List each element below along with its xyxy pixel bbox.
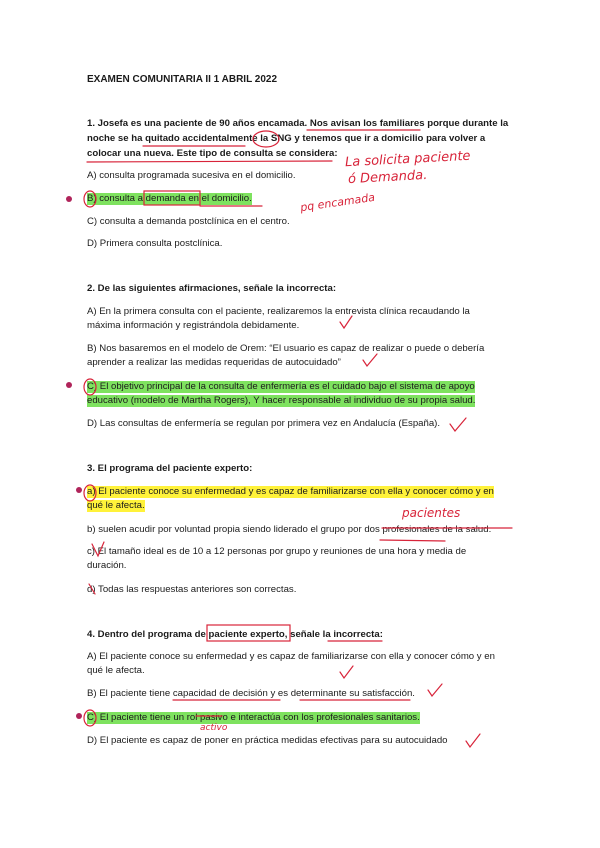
- q2-option-a-line-2: máxima información y registrándola debidamente.: [87, 320, 300, 331]
- answer-dot-icon: [76, 713, 82, 719]
- q3-option-b: b) suelen acudir por voluntad propia siendo liderado el grupo por dos profesionales de la salud.: [87, 524, 492, 535]
- underline-mark: [87, 161, 332, 162]
- q2-option-b-line-2: aprender a realizar las medidas requeridas de autocuidado”: [87, 357, 341, 368]
- q2-option-c-line-1: C) El objetivo principal de la consulta de enfermería es el cuidado bajo el sistema de apoyo: [87, 381, 475, 392]
- q3-option-a-line-2: qué le afecta.: [87, 500, 145, 511]
- q1-option-d: D) Primera consulta postclínica.: [87, 238, 223, 249]
- handwritten-note-pacientes: pacientes: [402, 506, 461, 520]
- exam-title: EXAMEN COMUNITARIA II 1 ABRIL 2022: [87, 74, 278, 85]
- q4-option-c: C) El paciente tiene un rol pasivo e interactúa con los profesionales sanitarios.: [87, 712, 420, 723]
- underline-mark: [380, 540, 445, 541]
- q3-option-c-line-2: duración.: [87, 560, 127, 571]
- q1-stem-line-3: colocar una nueva. Este tipo de consulta se considera:: [87, 148, 338, 159]
- q1-stem-line-1: 1. Josefa es una paciente de 90 años encamada. Nos avisan los familiares porque durante la: [87, 118, 509, 129]
- q1-option-a: A) consulta programada sucesiva en el domicilio.: [87, 170, 296, 181]
- q2-option-d: D) Las consultas de enfermería se regulan por primera vez en Andalucía (España).: [87, 418, 441, 429]
- check-mark-icon: [340, 666, 353, 678]
- q3-stem: 3. El programa del paciente experto:: [87, 463, 253, 474]
- handwritten-note-solicita: La solicita paciente: [344, 148, 471, 171]
- check-mark-icon: [466, 734, 480, 747]
- check-mark-icon: [428, 684, 442, 696]
- check-mark-icon: [450, 418, 466, 431]
- handwritten-note-encamada: pq encamada: [299, 190, 376, 215]
- q4-stem: 4. Dentro del programa de paciente experto, señale la incorrecta:: [87, 629, 383, 640]
- q2-stem: 2. De las siguientes afirmaciones, señale la incorrecta:: [87, 283, 337, 294]
- handwritten-note-activo: activo: [200, 723, 228, 733]
- q1-option-b: B) consulta a demanda en el domicilio.: [87, 193, 252, 204]
- q1-option-c: C) consulta a demanda postclínica en el centro.: [87, 216, 290, 227]
- answer-dot-icon: [76, 487, 82, 493]
- q4-option-d: D) El paciente es capaz de poner en práctica medidas efectivas para su autocuidado: [87, 735, 448, 746]
- answer-dot-icon: [66, 196, 72, 202]
- q1-stem-line-2: noche se ha quitado accidentalmente la SNG y tenemos que ir a domicilio para volver a: [87, 133, 486, 144]
- q3-option-d: d) Todas las respuestas anteriores son correctas.: [87, 584, 297, 595]
- check-mark-icon: [363, 354, 377, 366]
- q4-option-b: B) El paciente tiene capacidad de decisión y es determinante su satisfacción.: [87, 688, 415, 699]
- q2-option-b-line-1: B) Nos basaremos en el modelo de Orem: “El usuario es capaz de realizar o puede o debería: [87, 343, 485, 354]
- q3-option-c-line-1: c) El tamaño ideal es de 10 a 12 personas por grupo y reuniones de una hora y media de: [87, 546, 467, 557]
- q2-option-c-line-2: educativo (modelo de Martha Rogers), Y hacer responsable al individuo de su propia salud.: [87, 395, 476, 406]
- handwritten-note-demanda: ó Demanda.: [347, 167, 428, 188]
- q4-option-a-line-1: A) El paciente conoce su enfermedad y es capaz de familiarizarse con ella y conocer cómo y en: [87, 651, 495, 662]
- q3-option-a-line-1: a) El paciente conoce su enfermedad y es capaz de familiarizarse con ella y conocer cómo y en: [87, 486, 494, 497]
- q2-option-a-line-1: A) En la primera consulta con el paciente, realizaremos la entrevista clínica recaudando la: [87, 306, 470, 317]
- answer-dot-icon: [66, 382, 72, 388]
- q4-option-a-line-2: qué le afecta.: [87, 665, 145, 676]
